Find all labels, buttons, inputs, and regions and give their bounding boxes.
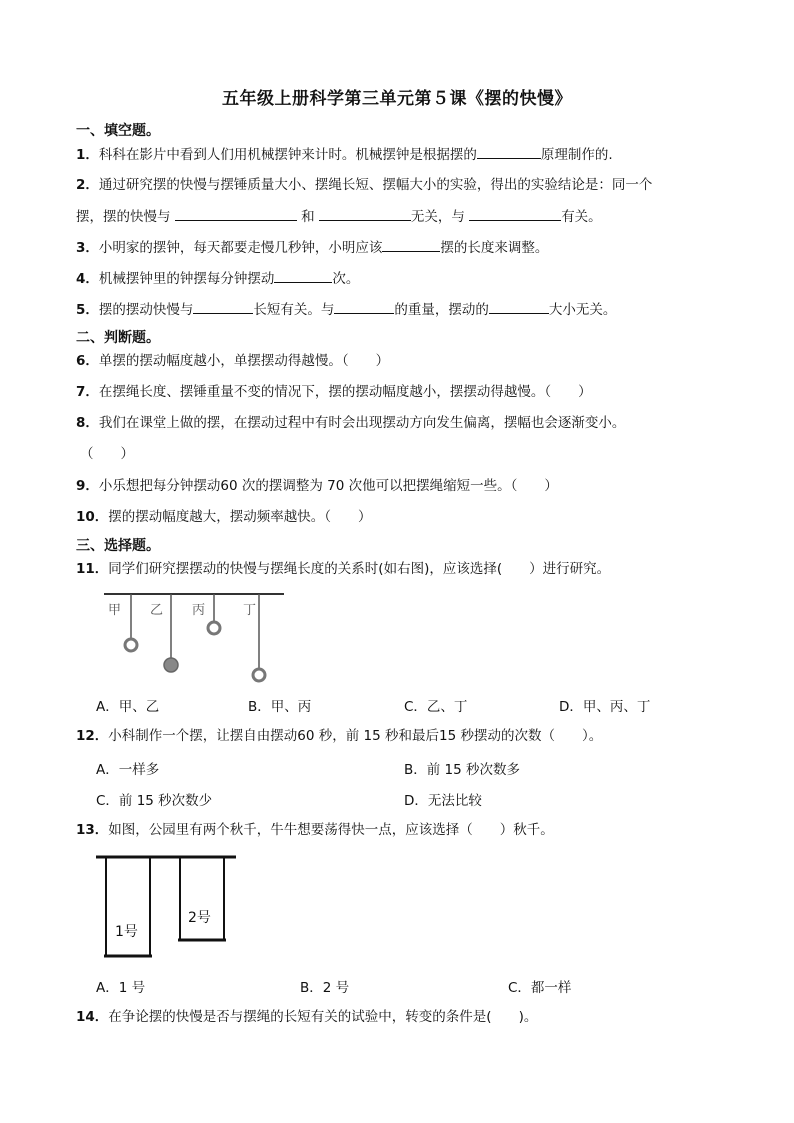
question-2: 2．通过研究摆的快慢与摆锤质量大小、摆绳长短、摆幅大小的实验，得出的实验结论是：同一个 (76, 177, 653, 193)
question-10: 10．摆的摆动幅度越大，摆动频率越快。（ ） (76, 509, 372, 525)
question-number: 4． (76, 271, 99, 287)
question-13: 13．如图，公园里有两个秋千，牛牛想要荡得快一点，应该选择（ ）秋千。 (76, 822, 554, 838)
pendulum-label-jia: 甲 (108, 603, 122, 618)
question-number: 9． (76, 478, 99, 494)
pendulum-diagram (100, 588, 290, 688)
question-number: 13． (76, 822, 109, 838)
pendulum-bob-jia (125, 639, 137, 651)
pendulum-bob-bing (208, 622, 220, 634)
swing-1-label: 1号 (115, 924, 138, 940)
pendulum-bob-ding (253, 669, 265, 681)
question-number: 7． (76, 384, 99, 400)
swing-diagram (94, 852, 242, 962)
q11-option-b[interactable]: B．甲、丙 (248, 699, 312, 715)
answer-blank[interactable] (274, 268, 332, 283)
question-number: 3． (76, 240, 99, 256)
section-true-false: 二、判断题。 (76, 330, 160, 346)
question-4: 4．机械摆钟里的钟摆每分钟摆动 次。 (76, 268, 359, 289)
q13-option-a[interactable]: A．1 号 (96, 980, 146, 996)
pendulum-label-bing: 丙 (192, 603, 206, 618)
question-6: 6．单摆的摆动幅度越小，单摆摆动得越慢。（ ） (76, 353, 390, 369)
section-multiple-choice: 三、选择题。 (76, 538, 160, 554)
question-number: 11． (76, 561, 109, 577)
question-12: 12．小科制作一个摆，让摆自由摆动60 秒，前 15 秒和最后15 秒摆动的次数（ ）。 (76, 728, 603, 744)
answer-blank[interactable] (489, 299, 549, 314)
q11-option-a[interactable]: A．甲、乙 (96, 699, 160, 715)
pendulum-label-ding: 丁 (243, 603, 257, 618)
question-number: 10． (76, 509, 109, 525)
answer-blank[interactable] (319, 206, 411, 221)
q12-option-d[interactable]: D．无法比较 (404, 793, 482, 809)
question-1: 1．科科在影片中看到人们用机械摆钟来计时。机械摆钟是根据摆的 原理制作的. (76, 144, 613, 165)
question-number: 5． (76, 302, 99, 318)
answer-blank[interactable] (334, 299, 394, 314)
question-8-answer-paren[interactable]: （ ） (80, 446, 134, 462)
q11-option-d[interactable]: D．甲、丙、丁 (559, 699, 651, 715)
pendulum-label-yi: 乙 (150, 603, 164, 618)
q13-option-c[interactable]: C．都一样 (508, 980, 572, 996)
question-3: 3．小明家的摆钟，每天都要走慢几秒钟，小明应该 摆的长度来调整。 (76, 237, 548, 258)
question-8: 8．我们在课堂上做的摆，在摆动过程中有时会出现摆动方向发生偏离，摆幅也会逐渐变小。 (76, 415, 626, 431)
swing-2-label: 2号 (188, 910, 211, 926)
q12-option-b[interactable]: B．前 15 秒次数多 (404, 762, 521, 778)
answer-blank[interactable] (477, 144, 541, 159)
question-number: 2． (76, 177, 99, 193)
question-5: 5．摆的摆动快慢与 长短有关。与 的重量，摆动的 大小无关。 (76, 299, 616, 320)
answer-blank[interactable] (382, 237, 440, 252)
q12-option-c[interactable]: C．前 15 秒次数少 (96, 793, 213, 809)
question-2-cont: 摆，摆的快慢与 和 无关，与 有关。 (76, 206, 602, 227)
question-7: 7．在摆绳长度、摆锤重量不变的情况下，摆的摆动幅度越小，摆摆动得越慢。（ ） (76, 384, 592, 400)
question-14: 14．在争论摆的快慢是否与摆绳的长短有关的试验中，转变的条件是( )。 (76, 1009, 538, 1025)
q12-option-a[interactable]: A．一样多 (96, 762, 160, 778)
question-number: 6． (76, 353, 99, 369)
q13-option-b[interactable]: B．2 号 (300, 980, 350, 996)
answer-blank[interactable] (175, 206, 297, 221)
page-title: 五年级上册科学第三单元第５课《摆的快慢》 (222, 89, 572, 109)
question-number: 14． (76, 1009, 109, 1025)
answer-blank[interactable] (193, 299, 253, 314)
pendulum-bob-yi (164, 658, 178, 672)
question-number: 1． (76, 147, 99, 163)
question-number: 12． (76, 728, 109, 744)
q11-option-c[interactable]: C．乙、丁 (404, 699, 468, 715)
section-fill-blank: 一、填空题。 (76, 123, 160, 139)
question-11: 11．同学们研究摆摆动的快慢与摆绳长度的关系时(如右图)，应该选择( ）进行研究。 (76, 561, 611, 577)
answer-blank[interactable] (469, 206, 561, 221)
question-number: 8． (76, 415, 99, 431)
question-9: 9．小乐想把每分钟摆动60 次的摆调整为 70 次他可以把摆绳缩短一些。（ ） (76, 478, 558, 494)
